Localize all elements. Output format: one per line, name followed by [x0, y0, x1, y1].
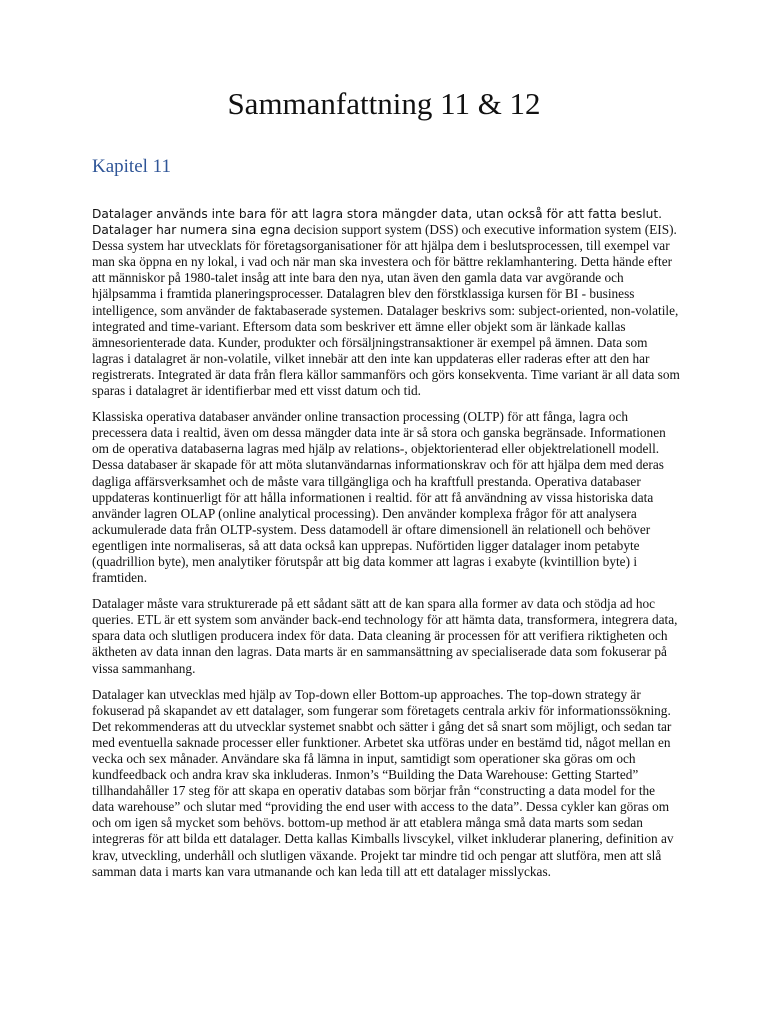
paragraph-1-text: decision support system (DSS) och executive information system (EIS). Dessa system har utvecklats för företagsorganisationer för att hjälpa dem i beslutsprocessen, till exempel var man ska öppna en ny lokal, i vad och när man ska investera och för bättre reklamhantering. Detta hände efter att människor på 1980-talet insåg att inte bara den nya, utan även den gamla data var avgörande och hjälpsamma i framtida planeringsprocesser. Datalagren blev den förstklassiga kursen för BI - business intelligence, som använder de faktabaserade systemen. Datalager beskrivs som: subject-oriented, non-volatile, integrated and time-variant. Eftersom data som beskriver ett ämne eller objekt som är länkade kallas ämnesorienterade data. Kunder, produkter och försäljningstransaktioner är exempel på ämnen. Data som lagras i datalagret är non-volatile, vilket innebär att den inte kan uppdateras eller raderas efter att den har registrerats. Integrated är data från flera källor sammanförs och görs konsekventa. Time variant är all data som sparas i datalagret är identifierbar med ett visst datum och tid.: [92, 222, 680, 399]
paragraph-3: Datalager måste vara strukturerade på ett sådant sätt att de kan spara alla former av data och stödja ad hoc queries. ETL är ett system som använder back-end technology för att hämta data, transformera, integrera data, spara data och slutligen producera index för data. Data cleaning är processen för att verifiera riktigheten och äktheten av data innan den lagras. Data marts är en sammansättning av specialiserade data som fokuserar på vissa sammanhang.: [92, 596, 678, 676]
paragraph-1: [92, 206, 680, 399]
chapter-heading: Kapitel 11: [92, 156, 171, 177]
document-body: [92, 206, 680, 890]
paragraph-2: Klassiska operativa databaser använder online transaction processing (OLTP) för att fånga, lagra och precessera data i realtid, även om dessa mängder data inte är så stora och ganska begränsade. Informationen om de operativa databaserna lagras med hjälp av relations-, objektorienterad eller objektrelationell modell. Dessa databaser är skapade för att möta slutanvändarnas informationskrav och för att hjälpa dem med deras dagliga affärsverksamhet och de måste vara tillgängliga och ha kraftfull prestanda. Operativa databaser uppdateras kontinuerligt för att hålla informationen i realtid. för att få användning av vissa historiska data använder lagren OLAP (online analytical processing). Den använder komplexa frågor för att analysera ackumulerade data från OLTP-system. Dess datamodell är oftare dimensionell än relationell och behöver egentligen inte normaliseras, så att data också kan upprepas. Nuförtiden ligger datalager inom petabyte (quadrillion byte), men analytiker förutspår att big data kommer att lagras i exabyte (kvintillion byte) i framtiden.: [92, 409, 666, 586]
paragraph-1-lead: Datalager används inte bara för att lagra stora mängder data, utan också för att fatta beslut. Datalager har numera sina egna: [92, 207, 662, 238]
document-title: Sammanfattning 11 & 12: [227, 86, 541, 121]
paragraph-4: Datalager kan utvecklas med hjälp av Top-down eller Bottom-up approaches. The top-down strategy är fokuserad på skapandet av ett datalager, som fungerar som företagets centrala arkiv för informationssökning. Det rekommenderas att du utvecklar systemet snabbt och sätter i gång det så snart som möjligt, och sedan tar med eventuella saknade processer eller funktioner. Arbetet ska utföras under en bestämd tid, något mellan en vecka och sex månader. Användare ska få lämna in input, samtidigt som operationer ska göras om och kundfeedback och andra krav ska inkluderas. Inmon’s “Building the Data Warehouse: Getting Started” tillhandahåller 17 steg för att skapa en operativ databas som börjar från “constructing a data model for the data warehouse” och slutar med “providing the end user with access to the data”. Dessa cykler kan göras om och om igen så mycket som behövs. bottom-up method är att etablera många små data marts som sedan integreras för att bilda ett datalager. Detta kallas Kimballs livscykel, vilket inkluderar planering, definition av krav, utveckling, underhåll och slutligen växande. Projekt tar mindre tid och pengar att slutföra, men att slå samman data i marts kan vara utmanande och kan leda till att ett datalager misslyckas.: [92, 686, 674, 879]
